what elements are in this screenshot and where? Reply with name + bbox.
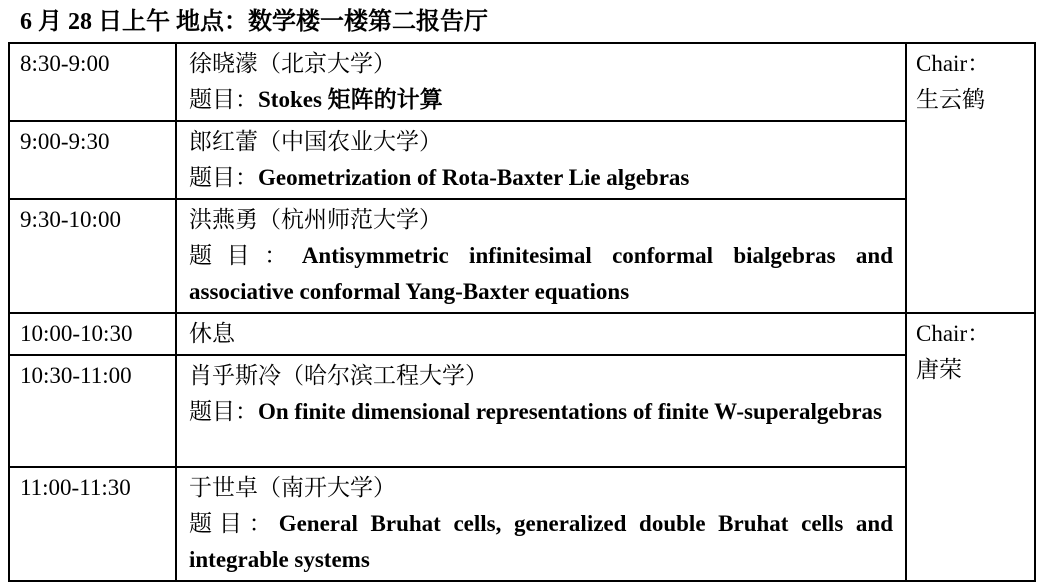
talk-cell [176,43,906,121]
chair-cell [906,313,1035,581]
session-row [9,313,1035,355]
talk-title [189,506,893,578]
talk-title [189,160,893,196]
time-cell: 10:30-11:00 [9,355,176,467]
chair-name: 生云鹤 [916,87,985,112]
talk-title-text: Stokes 矩阵的计算 [258,87,443,112]
break-label: 休息 [189,321,235,346]
break-cell [176,313,906,355]
talk-title [189,394,893,430]
session-row [9,43,1035,121]
talk-title-text: Geometrization of Rota-Baxter Lie algebras [258,165,690,190]
talk-cell [176,355,906,467]
title-label: 题目： [189,165,258,190]
speaker-name: 洪燕勇（杭州师范大学） [189,207,442,232]
talk-title-text: General Bruhat cells, generalized double Bruhat cells and integrable systems [189,511,893,572]
speaker-name: 徐晓濛（北京大学） [189,51,396,76]
chair-label: Chair： [916,321,991,346]
talk-title [189,238,893,310]
chair-name: 唐荣 [916,357,962,382]
speaker-name: 肖乎斯冷（哈尔滨工程大学） [189,363,488,388]
time-cell: 8:30-9:00 [9,43,176,121]
session-heading: 6 月 28 日上午 地点：数学楼一楼第二报告厅 [20,9,488,35]
talk-title [189,82,893,118]
talk-cell [176,199,906,313]
title-label: 题目： [189,243,302,268]
session-row [9,121,1035,199]
talk-cell [176,121,906,199]
time-cell: 9:00-9:30 [9,121,176,199]
talk-title-text: On finite dimensional representations of finite W-superalgebras [258,399,882,424]
chair-cell [906,43,1035,313]
session-row [9,355,1035,467]
speaker-name: 郎红蕾（中国农业大学） [189,129,442,154]
schedule-table [8,42,1036,582]
chair-label: Chair： [916,51,991,76]
talk-title-text: Antisymmetric infinitesimal conformal bialgebras and associative conformal Yang-Baxter equations [189,243,894,304]
talk-cell [176,467,906,581]
title-label: 题目： [189,87,258,112]
title-label: 题目： [189,399,258,424]
time-cell: 10:00-10:30 [9,313,176,355]
session-row [9,199,1035,313]
session-row [9,467,1035,581]
speaker-name: 于世卓（南开大学） [189,475,396,500]
time-cell: 11:00-11:30 [9,467,176,581]
time-cell: 9:30-10:00 [9,199,176,313]
title-label: 题目： [189,511,279,536]
